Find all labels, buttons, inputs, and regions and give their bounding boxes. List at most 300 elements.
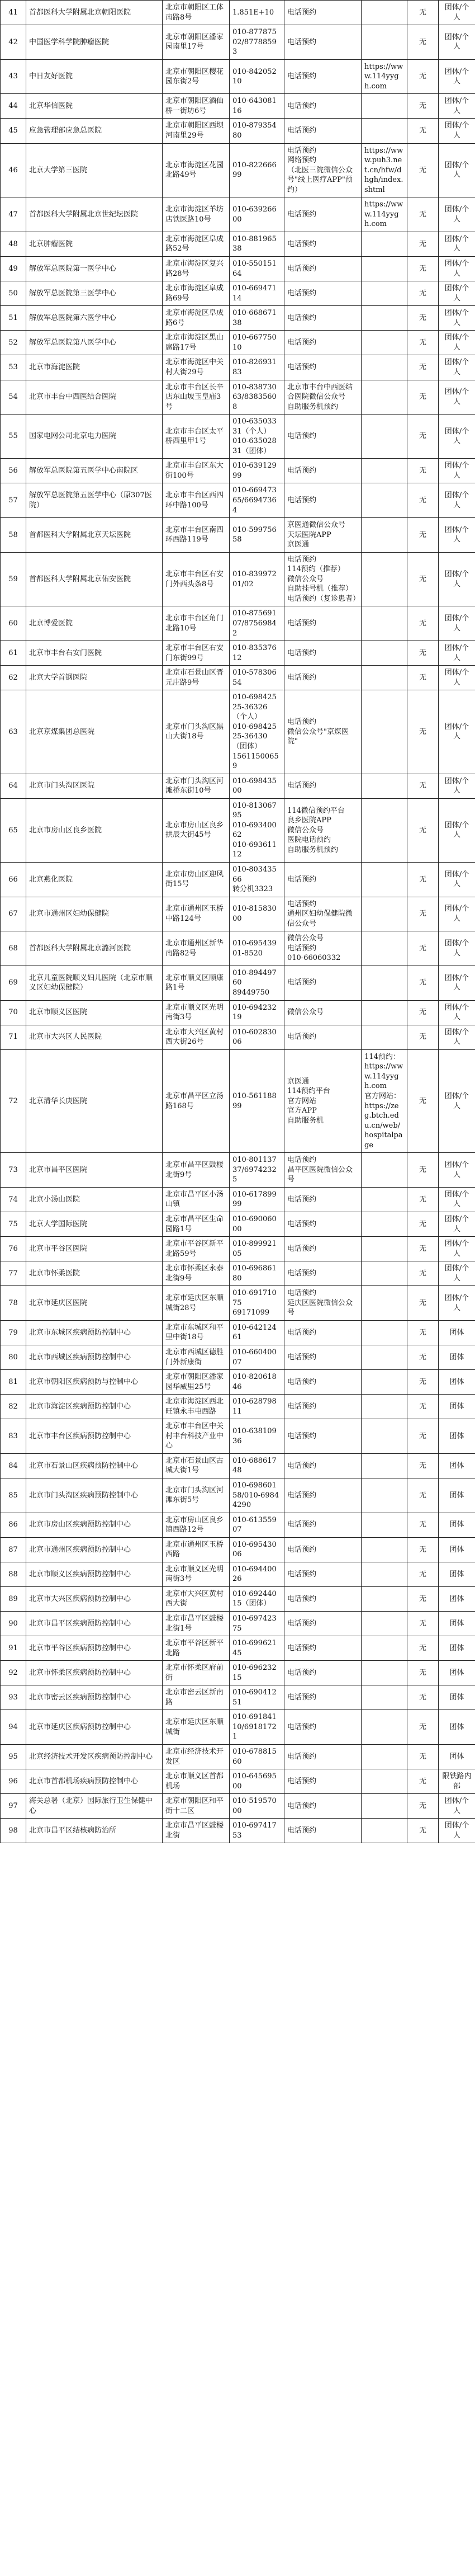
table-row <box>1 897 475 931</box>
hospital-name: 北京市房山区疾病预防控制中心 <box>26 1513 163 1537</box>
row-number: 56 <box>1 459 26 483</box>
booking-url[interactable] <box>362 552 407 606</box>
phone: 010-66947365/66947364 <box>230 483 284 518</box>
booking-method: 电话预约 <box>284 1345 362 1369</box>
booking-method: 电话预约 <box>284 415 362 459</box>
row-number: 44 <box>1 94 26 119</box>
phone: 010-69006000 <box>230 1212 284 1236</box>
row-number: 65 <box>1 798 26 862</box>
fee: 无 <box>407 1320 439 1345</box>
booking-url[interactable] <box>362 931 407 966</box>
hospital-name: 首都医科大学附属北京天坛医院 <box>26 518 163 553</box>
address: 北京市石景山区古城大街1号 <box>163 1453 230 1478</box>
fee: 无 <box>407 1537 439 1562</box>
table-row <box>1 1261 475 1286</box>
hospital-name: 北京市顺义区疾病预防控制中心 <box>26 1562 163 1586</box>
address: 北京市海淀区阜成路6号 <box>163 306 230 331</box>
booking-url[interactable] <box>362 232 407 256</box>
address: 北京市东城区和平里中街18号 <box>163 1320 230 1345</box>
row-number: 58 <box>1 518 26 553</box>
test-target: 团体/个人 <box>439 690 475 774</box>
booking-method: 电话预约 <box>284 1794 362 1819</box>
address: 北京市顺义区光明南街3号 <box>163 1562 230 1586</box>
row-number: 59 <box>1 552 26 606</box>
row-number: 84 <box>1 1453 26 1478</box>
booking-url[interactable] <box>362 331 407 355</box>
booking-method: 电话预约 <box>284 1513 362 1537</box>
booking-url[interactable] <box>362 1661 407 1685</box>
booking-url[interactable] <box>362 641 407 666</box>
hospital-name: 北京市延庆区疾病预防控制中心 <box>26 1710 163 1745</box>
address: 北京市丰台区角门北路10号 <box>163 606 230 641</box>
phone: 010-55015164 <box>230 257 284 281</box>
table-row <box>1 1819 475 1843</box>
row-number: 66 <box>1 863 26 897</box>
test-target: 团体/个人 <box>439 1261 475 1286</box>
hospital-name: 北京市密云区疾病预防控制中心 <box>26 1685 163 1710</box>
booking-url[interactable] <box>362 1710 407 1745</box>
booking-url[interactable] <box>362 1187 407 1212</box>
booking-url[interactable] <box>362 1 407 25</box>
booking-url[interactable] <box>362 257 407 281</box>
row-number: 86 <box>1 1513 26 1537</box>
test-target: 团体/个人 <box>439 119 475 143</box>
test-target: 团体/个人 <box>439 1025 475 1049</box>
booking-url[interactable] <box>362 1612 407 1636</box>
booking-method: 电话预约 <box>284 331 362 355</box>
phone: 010-69041251 <box>230 1685 284 1710</box>
address: 北京市通州区玉桥中路124号 <box>163 897 230 931</box>
test-target: 团体 <box>439 1419 475 1454</box>
booking-url[interactable] <box>362 897 407 931</box>
booking-url[interactable]: https://www.114yygh.com <box>362 59 407 94</box>
phone: 010-69623215 <box>230 1661 284 1685</box>
booking-url[interactable] <box>362 94 407 119</box>
address: 北京市朝阳区西坝河南里29号 <box>163 119 230 143</box>
booking-url[interactable] <box>362 1745 407 1769</box>
test-target: 团体/个人 <box>439 459 475 483</box>
address: 北京市海淀区花园北路49号 <box>163 143 230 197</box>
test-target: 团体/个人 <box>439 863 475 897</box>
address: 北京市怀柔区永泰北街9号 <box>163 1261 230 1286</box>
test-target: 团体 <box>439 1612 475 1636</box>
booking-url[interactable] <box>362 690 407 774</box>
hospital-name: 北京华信医院 <box>26 94 163 119</box>
test-target: 团体/个人 <box>439 59 475 94</box>
booking-method: 电话预约 <box>284 257 362 281</box>
fee: 无 <box>407 306 439 331</box>
address: 北京市房山区良乡镇西路12号 <box>163 1513 230 1537</box>
hospital-name: 国家电网公司北京电力医院 <box>26 415 163 459</box>
fee: 无 <box>407 232 439 256</box>
fee: 无 <box>407 94 439 119</box>
phone: 010-59975658 <box>230 518 284 553</box>
booking-url[interactable] <box>362 25 407 60</box>
booking-url[interactable] <box>362 1685 407 1710</box>
fee: 无 <box>407 1794 439 1819</box>
address: 北京市延庆区东顺城街28号 <box>163 1286 230 1321</box>
booking-url[interactable]: https://www.puh3.net.cn/hfw/dhgh/index.shtml <box>362 143 407 197</box>
address: 北京市通州区新华南路82号 <box>163 931 230 966</box>
hospital-name: 首都医科大学附属北京朝阳医院 <box>26 1 163 25</box>
row-number: 42 <box>1 25 26 60</box>
booking-method: 电话预约 网络预约 （北医三院微信公众号"线上医疗APP"预约） <box>284 143 362 197</box>
hospital-name: 北京市怀柔医院 <box>26 1261 163 1286</box>
phone: 010-69440026 <box>230 1562 284 1586</box>
phone: 010-56118899 <box>230 1049 284 1152</box>
test-target: 团体/个人 <box>439 1286 475 1321</box>
address: 北京市海淀区复兴路28号 <box>163 257 230 281</box>
hospital-name: 北京市平谷区疾病预防控制中心 <box>26 1636 163 1661</box>
test-target: 团体 <box>439 1710 475 1745</box>
row-number: 73 <box>1 1153 26 1188</box>
table-row <box>1 1286 475 1321</box>
test-target: 团体/个人 <box>439 897 475 931</box>
hospital-name: 北京大学第三医院 <box>26 143 163 197</box>
booking-url[interactable] <box>362 380 407 415</box>
row-number: 80 <box>1 1345 26 1369</box>
test-target: 团体/个人 <box>439 143 475 197</box>
test-target: 团体/个人 <box>439 380 475 415</box>
booking-url[interactable] <box>362 606 407 641</box>
fee: 无 <box>407 1 439 25</box>
phone: 010-63810936 <box>230 1419 284 1454</box>
fee: 无 <box>407 1710 439 1745</box>
table-row <box>1 1661 475 1685</box>
test-target: 团体/个人 <box>439 355 475 380</box>
booking-method: 电话预约 <box>284 232 362 256</box>
booking-url[interactable] <box>362 1212 407 1236</box>
row-number: 89 <box>1 1586 26 1611</box>
test-target: 限铁路内部 <box>439 1769 475 1794</box>
booking-url[interactable] <box>362 281 407 306</box>
fee: 无 <box>407 774 439 798</box>
address: 北京市昌平区鼓楼北街 <box>163 1819 230 1843</box>
table-row <box>1 1153 475 1188</box>
table-row <box>1 1025 475 1049</box>
booking-method: 电话预约 <box>284 1237 362 1261</box>
booking-url[interactable] <box>362 1000 407 1025</box>
table-row <box>1 690 475 774</box>
booking-url[interactable] <box>362 355 407 380</box>
test-target: 团体/个人 <box>439 1049 475 1152</box>
address: 北京市丰台区南四环西路119号 <box>163 518 230 553</box>
address: 北京市延庆区东顺城街 <box>163 1710 230 1745</box>
address: 北京市丰台区东大街100号 <box>163 459 230 483</box>
fee: 无 <box>407 518 439 553</box>
booking-url[interactable] <box>362 1769 407 1794</box>
address: 北京市朝阳区樱花园东街2号 <box>163 59 230 94</box>
phone: 010-84205210 <box>230 59 284 94</box>
test-target: 团体/个人 <box>439 1 475 25</box>
fee: 无 <box>407 1612 439 1636</box>
hospital-name: 北京市东城区疾病预防控制中心 <box>26 1320 163 1345</box>
row-number: 67 <box>1 897 26 931</box>
test-target: 团体/个人 <box>439 666 475 690</box>
row-number: 63 <box>1 690 26 774</box>
table-row <box>1 1 475 25</box>
row-number: 43 <box>1 59 26 94</box>
phone: 010-57830654 <box>230 666 284 690</box>
table-row <box>1 355 475 380</box>
booking-url[interactable] <box>362 1562 407 1586</box>
row-number: 81 <box>1 1370 26 1395</box>
phone: 010-68861748 <box>230 1453 284 1478</box>
booking-method: 电话预约 <box>284 1612 362 1636</box>
address: 北京市昌平区小汤山镇 <box>163 1187 230 1212</box>
address: 北京市石景山区晋元庄路9号 <box>163 666 230 690</box>
row-number: 45 <box>1 119 26 143</box>
booking-url[interactable] <box>362 306 407 331</box>
booking-url[interactable] <box>362 1286 407 1321</box>
booking-url[interactable] <box>362 1345 407 1369</box>
hospital-name: 中国医学科学院肿瘤医院 <box>26 25 163 60</box>
booking-url[interactable] <box>362 1395 407 1419</box>
table-row <box>1 1320 475 1345</box>
fee: 无 <box>407 1769 439 1794</box>
hospital-name: 北京市朝阳区疾病预防与控制中心 <box>26 1370 163 1395</box>
hospital-name: 北京市昌平区疾病预防控制中心 <box>26 1612 163 1636</box>
table-row <box>1 518 475 553</box>
row-number: 46 <box>1 143 26 197</box>
test-target: 团体/个人 <box>439 257 475 281</box>
test-target: 团体/个人 <box>439 774 475 798</box>
row-number: 47 <box>1 197 26 232</box>
fee: 无 <box>407 483 439 518</box>
booking-url[interactable] <box>362 798 407 862</box>
booking-method: 电话预约 <box>284 1685 362 1710</box>
booking-url[interactable] <box>362 1794 407 1819</box>
address: 北京市昌平区生命园路1号 <box>163 1212 230 1236</box>
hospital-name: 北京市丰台区疾病预防控制中心 <box>26 1419 163 1454</box>
fee: 无 <box>407 1345 439 1369</box>
phone: 010-67881560 <box>230 1745 284 1769</box>
row-number: 54 <box>1 380 26 415</box>
hospital-name: 北京市丰台右安门医院 <box>26 641 163 666</box>
booking-url[interactable]: https://www.114yygh.com <box>362 197 407 232</box>
table-row <box>1 552 475 606</box>
test-target: 团体/个人 <box>439 197 475 232</box>
booking-method: 电话预约 <box>284 119 362 143</box>
booking-method: 电话预约 <box>284 483 362 518</box>
test-target: 团体/个人 <box>439 798 475 862</box>
table-row <box>1 1345 475 1369</box>
fee: 无 <box>407 1685 439 1710</box>
row-number: 96 <box>1 1769 26 1794</box>
fee: 无 <box>407 1025 439 1049</box>
table-row <box>1 1586 475 1611</box>
row-number: 41 <box>1 1 26 25</box>
test-target: 团体 <box>439 1370 475 1395</box>
hospital-name: 解放军总医院第五医学中心南院区 <box>26 459 163 483</box>
table-row <box>1 232 475 256</box>
table-row <box>1 415 475 459</box>
address: 北京市朝阳区酒仙桥一街坊6号 <box>163 94 230 119</box>
booking-url[interactable] <box>362 1261 407 1286</box>
booking-method: 114微信预约平台 良乡医院APP 微信公众号 医院电话预约 自助服务机预约 <box>284 798 362 862</box>
phone: 010-69686180 <box>230 1261 284 1286</box>
table-row <box>1 483 475 518</box>
hospital-name: 北京燕化医院 <box>26 863 163 897</box>
phone: 010-87787502/87788593 <box>230 25 284 60</box>
booking-url[interactable] <box>362 1419 407 1454</box>
phone: 010-69741753 <box>230 1819 284 1843</box>
booking-url[interactable] <box>362 1320 407 1345</box>
row-number: 94 <box>1 1710 26 1745</box>
row-number: 69 <box>1 966 26 1000</box>
phone: 010-89449760 89449750 <box>230 966 284 1000</box>
address: 北京市密云区新南路 <box>163 1685 230 1710</box>
table-row <box>1 143 475 197</box>
booking-url[interactable] <box>362 1537 407 1562</box>
booking-url[interactable] <box>362 1370 407 1395</box>
booking-method: 微信公众号 <box>284 1000 362 1025</box>
booking-url[interactable] <box>362 459 407 483</box>
address: 北京市朝阳区潘家园华威里25号 <box>163 1370 230 1395</box>
booking-url[interactable] <box>362 863 407 897</box>
booking-url[interactable] <box>362 518 407 553</box>
booking-method: 北京市丰台中西医结合医院微信公众号 自助服务机预约 <box>284 380 362 415</box>
phone: 010-69543006 <box>230 1537 284 1562</box>
table-row <box>1 1370 475 1395</box>
hospital-name: 北京市门头沟区疾病预防控制中心 <box>26 1478 163 1513</box>
test-target: 团体 <box>439 1395 475 1419</box>
table-row <box>1 774 475 798</box>
hospital-name: 北京儿童医院顺义妇儿医院（北京市顺义区妇幼保健院） <box>26 966 163 1000</box>
hospital-name: 解放军总医院第三医学中心 <box>26 281 163 306</box>
booking-method: 电话预约 <box>284 1395 362 1419</box>
hospital-name: 北京大学国际医院 <box>26 1212 163 1236</box>
booking-method: 电话预约 <box>284 1419 362 1454</box>
row-number: 55 <box>1 415 26 459</box>
booking-url[interactable] <box>362 774 407 798</box>
address: 北京市经济技术开发区 <box>163 1745 230 1769</box>
phone: 1.851E+10 <box>230 1 284 25</box>
booking-method: 微信公众号 电话预约 010-66060332 <box>284 931 362 966</box>
test-target: 团体/个人 <box>439 1153 475 1188</box>
address: 北京市朝阳区潘家园南里17号 <box>163 25 230 60</box>
fee: 无 <box>407 1453 439 1478</box>
test-target: 团体 <box>439 1586 475 1611</box>
fee: 无 <box>407 1237 439 1261</box>
booking-url[interactable] <box>362 415 407 459</box>
booking-url[interactable] <box>362 1025 407 1049</box>
hospital-name: 北京肿瘤医院 <box>26 232 163 256</box>
booking-url[interactable] <box>362 1153 407 1188</box>
test-target: 团体/个人 <box>439 306 475 331</box>
phone: 010-82061846 <box>230 1370 284 1395</box>
table-row <box>1 257 475 281</box>
row-number: 51 <box>1 306 26 331</box>
fee: 无 <box>407 863 439 897</box>
address: 北京市门头沟区河滩桥东街10号 <box>163 774 230 798</box>
test-target: 团体 <box>439 1685 475 1710</box>
booking-url[interactable]: 114预约：https://www.114yygh.com 官方网站：https://zeg.btch.edu.cn/web/hospitalpage <box>362 1049 407 1152</box>
hospital-name: 北京市昌平区结核病防治所 <box>26 1819 163 1843</box>
row-number: 57 <box>1 483 26 518</box>
phone: 010-64308116 <box>230 94 284 119</box>
booking-method: 电话预约 <box>284 94 362 119</box>
hospital-name: 北京市延庆区医院 <box>26 1286 163 1321</box>
table-row <box>1 1562 475 1586</box>
test-target: 团体/个人 <box>439 606 475 641</box>
hospital-name: 北京市怀柔区疾病预防控制中心 <box>26 1661 163 1685</box>
test-target: 团体/个人 <box>439 1819 475 1843</box>
booking-url[interactable] <box>362 1586 407 1611</box>
hospital-name: 北京市大兴区人民医院 <box>26 1025 163 1049</box>
booking-url[interactable] <box>362 666 407 690</box>
phone: 010-61789999 <box>230 1187 284 1212</box>
booking-method: 京医通微信公众号 天坛医院APP 京医通 <box>284 518 362 553</box>
table-row <box>1 966 475 1000</box>
row-number: 70 <box>1 1000 26 1025</box>
hospital-name: 北京市房山区良乡医院 <box>26 798 163 862</box>
booking-method: 电话预约 <box>284 281 362 306</box>
test-target: 团体 <box>439 1537 475 1562</box>
booking-url[interactable] <box>362 483 407 518</box>
booking-method: 电话预约 <box>284 774 362 798</box>
fee: 无 <box>407 25 439 60</box>
address: 北京市丰台区太平桥西里甲1号 <box>163 415 230 459</box>
table-row <box>1 1478 475 1513</box>
booking-method: 电话预约 <box>284 966 362 1000</box>
fee: 无 <box>407 690 439 774</box>
booking-url[interactable] <box>362 1513 407 1537</box>
booking-method: 电话预约 <box>284 355 362 380</box>
booking-url[interactable] <box>362 119 407 143</box>
table-row <box>1 1794 475 1819</box>
hospital-name: 北京市顺义区医院 <box>26 1000 163 1025</box>
row-number: 64 <box>1 774 26 798</box>
booking-method: 电话预约 微信公众号"京煤医院" <box>284 690 362 774</box>
booking-url[interactable] <box>362 1478 407 1513</box>
test-target: 团体 <box>439 1562 475 1586</box>
fee: 无 <box>407 1661 439 1685</box>
fee: 无 <box>407 380 439 415</box>
booking-method: 电话预约 <box>284 1025 362 1049</box>
row-number: 83 <box>1 1419 26 1454</box>
table-row <box>1 798 475 862</box>
phone: 010-83873063/83835608 <box>230 380 284 415</box>
booking-url[interactable] <box>362 1237 407 1261</box>
test-target: 团体/个人 <box>439 1237 475 1261</box>
booking-url[interactable] <box>362 1636 407 1661</box>
address: 北京市房山区迎风街15号 <box>163 863 230 897</box>
table-body <box>1 1 475 1843</box>
address: 北京市海淀区中关村大街29号 <box>163 355 230 380</box>
booking-url[interactable] <box>362 966 407 1000</box>
fee: 无 <box>407 1049 439 1152</box>
booking-method: 电话预约 昌平区医院微信公众号 <box>284 1153 362 1188</box>
test-target: 团体/个人 <box>439 966 475 1000</box>
booking-url[interactable] <box>362 1819 407 1843</box>
test-target: 团体 <box>439 1320 475 1345</box>
booking-method: 电话预约 <box>284 1745 362 1769</box>
booking-method: 电话预约 <box>284 606 362 641</box>
phone: 010-64212461 <box>230 1320 284 1345</box>
booking-method: 电话预约 <box>284 1710 362 1745</box>
row-number: 74 <box>1 1187 26 1212</box>
booking-method: 电话预约 <box>284 1586 362 1611</box>
table-row <box>1 1537 475 1562</box>
address: 北京市通州区玉桥西路 <box>163 1537 230 1562</box>
row-number: 61 <box>1 641 26 666</box>
address: 北京市平谷区新平北路59号 <box>163 1237 230 1261</box>
booking-method: 电话预约 <box>284 1562 362 1586</box>
row-number: 87 <box>1 1537 26 1562</box>
test-target: 团体/个人 <box>439 1187 475 1212</box>
booking-url[interactable] <box>362 1453 407 1478</box>
